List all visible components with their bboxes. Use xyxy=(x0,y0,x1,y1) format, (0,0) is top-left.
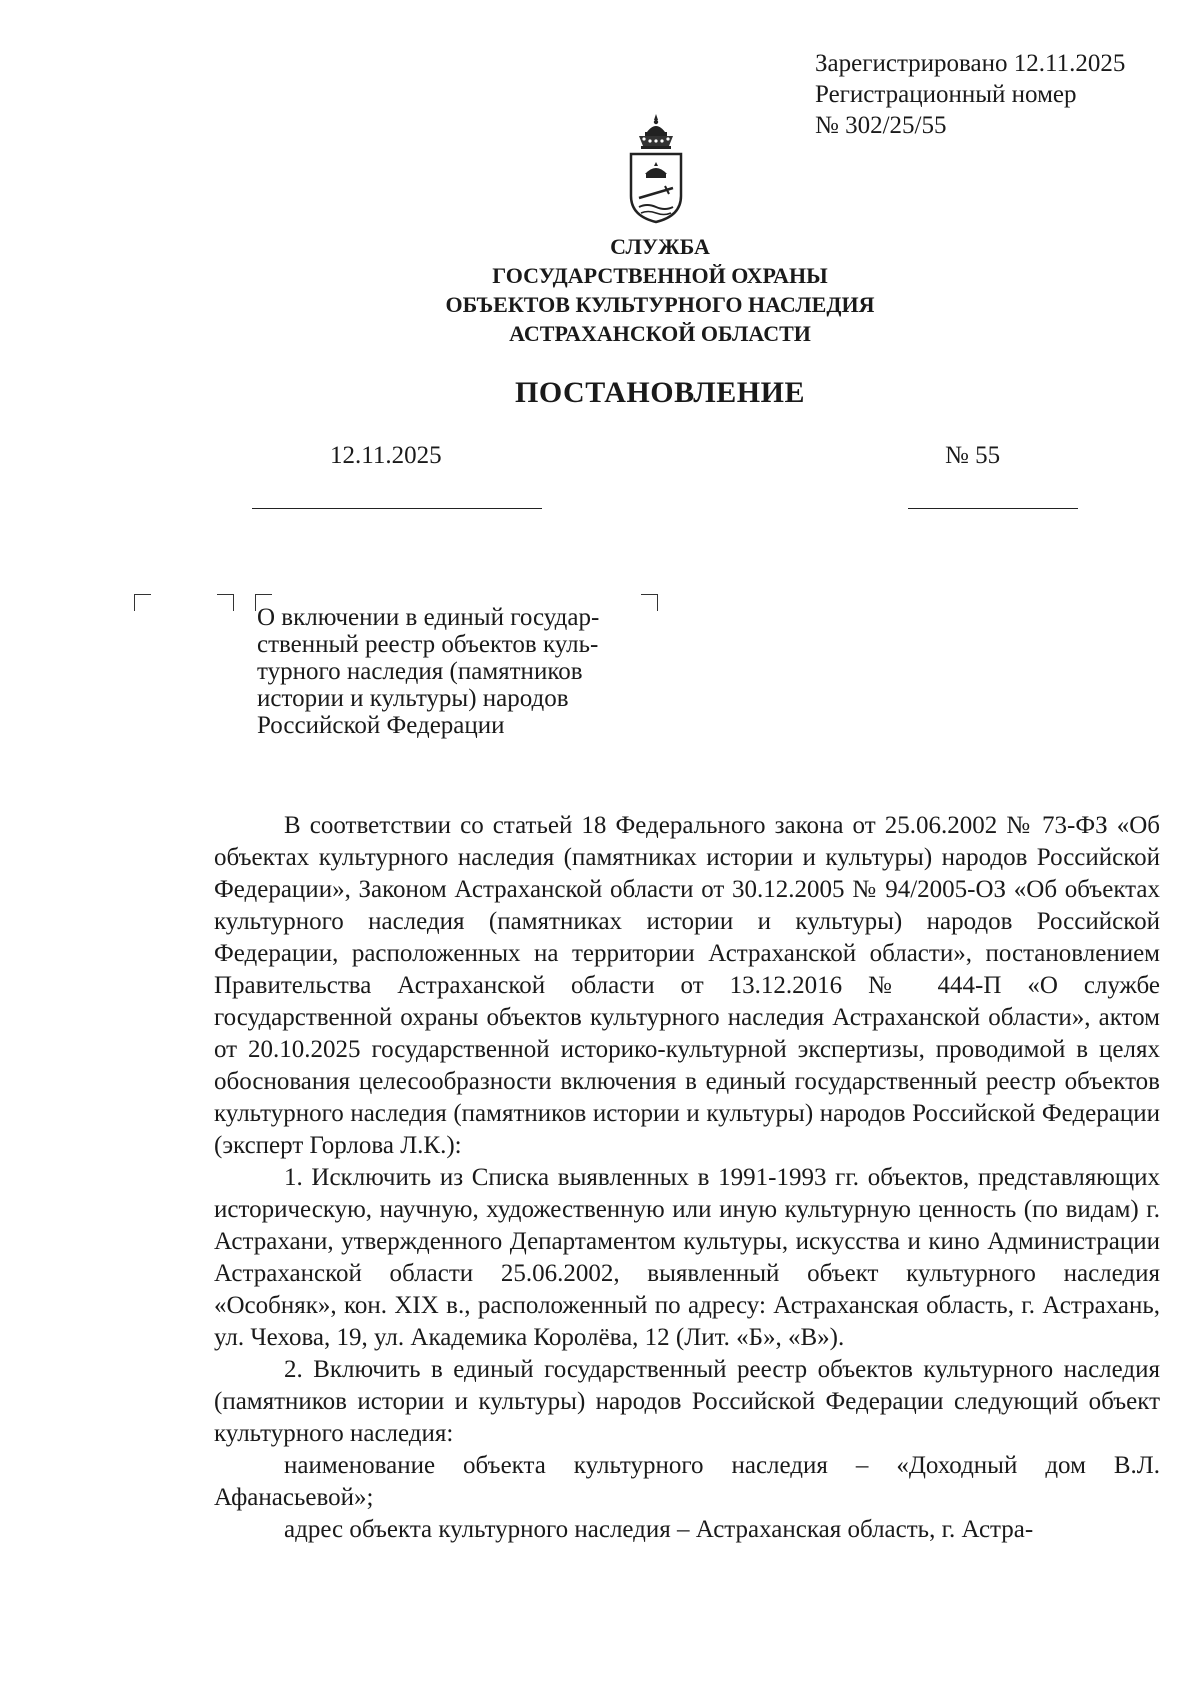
document-type-title: ПОСТАНОВЛЕНИЕ xyxy=(515,376,805,409)
left-margin-corner-mark xyxy=(134,594,151,611)
registration-stamp xyxy=(815,48,1125,141)
organization-line: ГОСУДАРСТВЕННОЙ ОХРАНЫ xyxy=(492,263,828,288)
item-1-paragraph: 1. Исключить из Списка выявленных в 1991-1993 гг. объектов, представляющих историческую, научную, художественную или иную культурную ценность (по видам) г. Астрахани, утвержденного Департаментом культуры, искусства и кино Администрации Астраханской области 25.06.2002, выявленный объект культурного наследия «Особняк», кон. XIX в., расположенный по адресу: Астраханская область, г. Астрахань, ул. Чехова, 19, ул. Академика Королёва, 12 (Лит. «Б», «В»). xyxy=(214,1164,1160,1351)
subject-line: истории и культуры) народов xyxy=(257,685,569,712)
organization-header xyxy=(0,232,1200,348)
organization-line: ОБЪЕКТОВ КУЛЬТУРНОГО НАСЛЕДИЯ xyxy=(445,292,875,317)
organization-line: СЛУЖБА xyxy=(610,234,710,259)
registration-date-line: Зарегистрировано 12.11.2025 xyxy=(815,50,1126,77)
coat-of-arms-icon xyxy=(625,112,687,224)
registration-number-line: № 302/25/55 xyxy=(815,112,947,139)
subject-line: турного наследия (памятников xyxy=(257,658,583,685)
document-number: № 55 xyxy=(945,442,1001,469)
date-underline xyxy=(252,508,542,509)
number-underline xyxy=(908,508,1078,509)
preamble-paragraph: В соответствии со статьей 18 Федерального закона от 25.06.2002 № 73-ФЗ «Об объектах культурного наследия (памятниках истории и культуры) народов Российской Федерации», Законом Астраханской области от 30.12.2005 № 94/2005-ОЗ «Об объектах культурного наследия (памятниках истории и культуры) народов Российской Федерации, расположенных на территории Астраханской области», постановлением Правительства Астраханской области от 13.12.2016 № 444-П «О службе государственной охраны объектов культурного наследия Астраханской области», актом от 20.10.2025 государственной историко-культурной экспертизы, проводимой в целях обоснования целесообразности включения в единый государственный реестр объектов культурного наследия (памятников истории и культуры) народов Российской Федерации (эксперт Горлова Л.К.): xyxy=(214,812,1160,1159)
object-address-paragraph: адрес объекта культурного наследия – Астраханская область, г. Астра- xyxy=(284,1516,1034,1543)
registration-label-line: Регистрационный номер xyxy=(815,81,1077,108)
subject-corner-mark xyxy=(217,594,234,611)
object-name-paragraph: наименование объекта культурного наследия – «Доходный дом В.Л. Афанасьевой»; xyxy=(214,1452,1160,1511)
subject-line: О включении в единый государ- xyxy=(257,604,600,631)
document-date: 12.11.2025 xyxy=(330,442,442,469)
subject-line: ственный реестр объектов куль- xyxy=(257,631,599,658)
item-2-paragraph: 2. Включить в единый государственный реестр объектов культурного наследия (памятников истории и культуры) народов Российской Федерации следующий объект культурного наследия: xyxy=(214,1356,1160,1447)
organization-line: АСТРАХАНСКОЙ ОБЛАСТИ xyxy=(509,321,811,346)
subject-line: Российской Федерации xyxy=(257,712,505,739)
document-body xyxy=(214,810,1160,1546)
document-subject xyxy=(257,604,677,739)
